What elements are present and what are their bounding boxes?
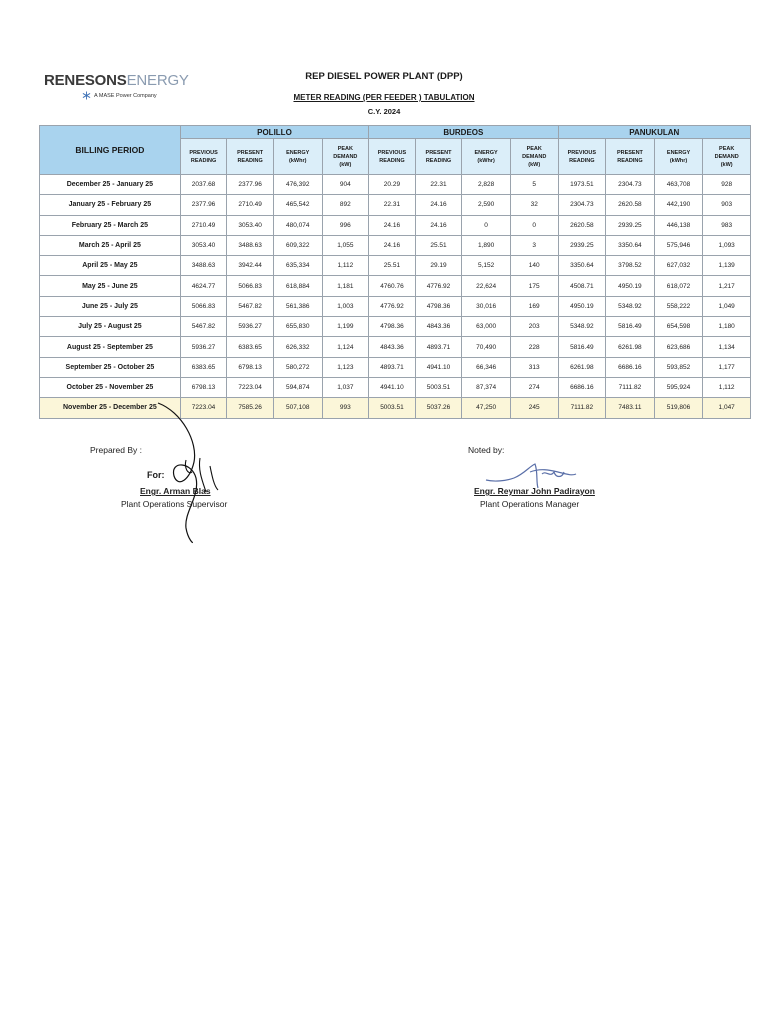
value-cell-polillo-energy: 609,322 xyxy=(273,235,322,255)
value-cell-burdeos-energy: 22,624 xyxy=(462,276,511,296)
value-cell-polillo-peak-demand: 993 xyxy=(322,398,369,418)
col-header-line: READING xyxy=(569,157,595,164)
value-cell-panukulan-present-reading: 2620.58 xyxy=(606,195,655,215)
col-header-panukulan-peak-demand xyxy=(703,139,751,175)
value-cell-burdeos-present-reading: 29.19 xyxy=(415,256,462,276)
col-header-line: (kWhr) xyxy=(669,157,688,164)
col-header-line: PRESENT xyxy=(237,149,264,156)
table-row xyxy=(40,296,751,316)
col-header-line: (kW) xyxy=(528,161,541,168)
value-cell-panukulan-previous-reading: 2939.25 xyxy=(558,235,606,255)
billing-period-cell: September 25 - October 25 xyxy=(40,357,181,377)
value-cell-panukulan-peak-demand: 1,134 xyxy=(703,337,751,357)
value-cell-polillo-present-reading: 5467.82 xyxy=(227,296,274,316)
value-cell-polillo-peak-demand: 996 xyxy=(322,215,369,235)
value-cell-panukulan-peak-demand: 1,112 xyxy=(703,377,751,397)
value-cell-burdeos-previous-reading: 4776.92 xyxy=(369,296,416,316)
value-cell-polillo-present-reading: 7223.04 xyxy=(227,377,274,397)
col-header-line: (kWhr) xyxy=(477,157,495,164)
table-row xyxy=(40,377,751,397)
value-cell-panukulan-previous-reading: 3350.64 xyxy=(558,256,606,276)
value-cell-burdeos-present-reading: 24.16 xyxy=(415,215,462,235)
billing-period-header: BILLING PERIOD xyxy=(40,126,181,175)
value-cell-panukulan-energy: 623,686 xyxy=(654,337,703,357)
signature-noted xyxy=(480,458,590,490)
col-header-line: (kWhr) xyxy=(289,157,307,164)
value-cell-polillo-present-reading: 3488.63 xyxy=(227,235,274,255)
value-cell-burdeos-previous-reading: 20.29 xyxy=(369,175,416,195)
prepared-by-label: Prepared By : xyxy=(90,445,142,455)
value-cell-burdeos-present-reading: 5037.26 xyxy=(415,398,462,418)
value-cell-burdeos-previous-reading: 22.31 xyxy=(369,195,416,215)
table-row xyxy=(40,256,751,276)
prepared-by-name: Engr. Arman Blas xyxy=(140,486,211,496)
value-cell-burdeos-peak-demand: 32 xyxy=(510,195,558,215)
value-cell-panukulan-peak-demand: 1,047 xyxy=(703,398,751,418)
value-cell-polillo-present-reading: 5066.83 xyxy=(227,276,274,296)
value-cell-polillo-energy: 594,874 xyxy=(273,377,322,397)
table-row xyxy=(40,317,751,337)
col-header-line: ENERGY xyxy=(474,149,498,156)
value-cell-polillo-peak-demand: 1,181 xyxy=(322,276,369,296)
value-cell-polillo-previous-reading: 2377.96 xyxy=(180,195,227,215)
value-cell-burdeos-previous-reading: 4893.71 xyxy=(369,357,416,377)
billing-period-cell: January 25 - February 25 xyxy=(40,195,181,215)
value-cell-panukulan-present-reading: 7111.82 xyxy=(606,377,655,397)
for-annotation: For: xyxy=(147,470,165,480)
col-header-burdeos-previous-reading xyxy=(369,139,416,175)
value-cell-polillo-present-reading: 3942.44 xyxy=(227,256,274,276)
value-cell-panukulan-peak-demand: 983 xyxy=(703,215,751,235)
value-cell-burdeos-energy: 63,000 xyxy=(462,317,511,337)
value-cell-burdeos-present-reading: 4776.92 xyxy=(415,276,462,296)
value-cell-panukulan-peak-demand: 1,180 xyxy=(703,317,751,337)
value-cell-burdeos-energy: 87,374 xyxy=(462,377,511,397)
value-cell-burdeos-previous-reading: 4798.36 xyxy=(369,317,416,337)
col-header-line: PRESENT xyxy=(616,149,643,156)
billing-period-cell: May 25 - June 25 xyxy=(40,276,181,296)
value-cell-panukulan-peak-demand: 1,049 xyxy=(703,296,751,316)
value-cell-burdeos-peak-demand: 203 xyxy=(510,317,558,337)
meter-reading-table xyxy=(39,125,751,419)
value-cell-burdeos-energy: 70,490 xyxy=(462,337,511,357)
value-cell-polillo-peak-demand: 1,112 xyxy=(322,256,369,276)
document-title: REP DIESEL POWER PLANT (DPP) xyxy=(305,71,463,82)
col-header-line: READING xyxy=(617,157,643,164)
value-cell-polillo-present-reading: 5936.27 xyxy=(227,317,274,337)
value-cell-burdeos-peak-demand: 228 xyxy=(510,337,558,357)
value-cell-panukulan-energy: 558,222 xyxy=(654,296,703,316)
value-cell-burdeos-energy: 47,250 xyxy=(462,398,511,418)
value-cell-burdeos-previous-reading: 24.16 xyxy=(369,215,416,235)
value-cell-polillo-energy: 561,386 xyxy=(273,296,322,316)
value-cell-polillo-energy: 476,392 xyxy=(273,175,322,195)
feeder-header-panukulan: PANUKULAN xyxy=(558,126,750,139)
value-cell-panukulan-present-reading: 6261.98 xyxy=(606,337,655,357)
value-cell-polillo-peak-demand: 892 xyxy=(322,195,369,215)
value-cell-burdeos-peak-demand: 5 xyxy=(510,175,558,195)
value-cell-polillo-previous-reading: 5936.27 xyxy=(180,337,227,357)
value-cell-panukulan-present-reading: 3350.64 xyxy=(606,235,655,255)
value-cell-polillo-energy: 465,542 xyxy=(273,195,322,215)
value-cell-panukulan-previous-reading: 7111.82 xyxy=(558,398,606,418)
feeder-header-polillo: POLILLO xyxy=(180,126,368,139)
value-cell-panukulan-present-reading: 4950.19 xyxy=(606,276,655,296)
value-cell-polillo-present-reading: 6383.65 xyxy=(227,337,274,357)
value-cell-panukulan-energy: 627,032 xyxy=(654,256,703,276)
value-cell-polillo-energy: 580,272 xyxy=(273,357,322,377)
value-cell-polillo-previous-reading: 3488.63 xyxy=(180,256,227,276)
col-header-burdeos-peak-demand xyxy=(510,139,558,175)
table-body xyxy=(40,175,751,419)
feeder-header-row xyxy=(40,126,751,139)
value-cell-polillo-previous-reading: 6383.65 xyxy=(180,357,227,377)
value-cell-burdeos-present-reading: 4893.71 xyxy=(415,337,462,357)
value-cell-panukulan-energy: 442,190 xyxy=(654,195,703,215)
value-cell-panukulan-previous-reading: 4508.71 xyxy=(558,276,606,296)
logo-tagline: A MASE Power Company xyxy=(44,91,184,100)
value-cell-burdeos-peak-demand: 140 xyxy=(510,256,558,276)
value-cell-burdeos-energy: 66,346 xyxy=(462,357,511,377)
value-cell-panukulan-energy: 519,806 xyxy=(654,398,703,418)
value-cell-panukulan-peak-demand: 903 xyxy=(703,195,751,215)
value-cell-polillo-previous-reading: 5467.82 xyxy=(180,317,227,337)
value-cell-panukulan-energy: 463,708 xyxy=(654,175,703,195)
value-cell-panukulan-energy: 595,924 xyxy=(654,377,703,397)
feeder-header-burdeos: BURDEOS xyxy=(369,126,558,139)
value-cell-polillo-present-reading: 2710.49 xyxy=(227,195,274,215)
table-row xyxy=(40,276,751,296)
billing-period-cell: March 25 - April 25 xyxy=(40,235,181,255)
col-header-line: PEAK xyxy=(526,145,542,152)
value-cell-burdeos-present-reading: 24.16 xyxy=(415,195,462,215)
col-header-burdeos-energy xyxy=(462,139,511,175)
billing-period-cell: December 25 - January 25 xyxy=(40,175,181,195)
value-cell-polillo-energy: 626,332 xyxy=(273,337,322,357)
col-header-line: ENERGY xyxy=(286,149,310,156)
value-cell-panukulan-present-reading: 2939.25 xyxy=(606,215,655,235)
noted-by-label: Noted by: xyxy=(468,445,505,455)
value-cell-polillo-previous-reading: 4624.77 xyxy=(180,276,227,296)
value-cell-panukulan-previous-reading: 2620.58 xyxy=(558,215,606,235)
value-cell-burdeos-peak-demand: 3 xyxy=(510,235,558,255)
col-header-burdeos-present-reading xyxy=(415,139,462,175)
value-cell-burdeos-energy: 0 xyxy=(462,215,511,235)
table-row xyxy=(40,175,751,195)
document-subtitle: METER READING (PER FEEDER ) TABULATION xyxy=(293,93,475,102)
billing-period-cell: August 25 - September 25 xyxy=(40,337,181,357)
value-cell-burdeos-peak-demand: 169 xyxy=(510,296,558,316)
value-cell-burdeos-present-reading: 4941.10 xyxy=(415,357,462,377)
value-cell-burdeos-previous-reading: 5003.51 xyxy=(369,398,416,418)
value-cell-panukulan-previous-reading: 6686.16 xyxy=(558,377,606,397)
noted-by-title: Plant Operations Manager xyxy=(480,499,580,509)
value-cell-panukulan-present-reading: 3798.52 xyxy=(606,256,655,276)
value-cell-panukulan-energy: 654,598 xyxy=(654,317,703,337)
col-header-line: DEMAND xyxy=(333,153,358,160)
signature-prepared xyxy=(140,400,240,545)
value-cell-polillo-energy: 635,334 xyxy=(273,256,322,276)
value-cell-burdeos-peak-demand: 274 xyxy=(510,377,558,397)
value-cell-polillo-energy: 618,884 xyxy=(273,276,322,296)
value-cell-polillo-peak-demand: 1,037 xyxy=(322,377,369,397)
value-cell-polillo-energy: 655,830 xyxy=(273,317,322,337)
col-header-line: PREVIOUS xyxy=(567,149,597,156)
billing-period-cell: November 25 - December 25 xyxy=(40,398,181,418)
col-header-panukulan-previous-reading xyxy=(558,139,606,175)
value-cell-polillo-peak-demand: 904 xyxy=(322,175,369,195)
value-cell-polillo-energy: 507,108 xyxy=(273,398,322,418)
value-cell-panukulan-energy: 593,852 xyxy=(654,357,703,377)
prepared-by-title: Plant Operations Supervisor xyxy=(121,499,228,509)
value-cell-panukulan-present-reading: 5348.92 xyxy=(606,296,655,316)
value-cell-panukulan-previous-reading: 6261.98 xyxy=(558,357,606,377)
col-header-polillo-previous-reading xyxy=(180,139,227,175)
value-cell-polillo-peak-demand: 1,199 xyxy=(322,317,369,337)
col-header-line: PREVIOUS xyxy=(189,149,218,156)
col-header-polillo-peak-demand xyxy=(322,139,369,175)
value-cell-polillo-peak-demand: 1,124 xyxy=(322,337,369,357)
value-cell-panukulan-peak-demand: 1,139 xyxy=(703,256,751,276)
value-cell-panukulan-previous-reading: 5816.49 xyxy=(558,337,606,357)
value-cell-polillo-previous-reading: 3053.40 xyxy=(180,235,227,255)
value-cell-polillo-peak-demand: 1,055 xyxy=(322,235,369,255)
value-cell-panukulan-previous-reading: 1973.51 xyxy=(558,175,606,195)
value-cell-panukulan-peak-demand: 928 xyxy=(703,175,751,195)
billing-period-cell: April 25 - May 25 xyxy=(40,256,181,276)
value-cell-panukulan-energy: 575,946 xyxy=(654,235,703,255)
value-cell-burdeos-previous-reading: 25.51 xyxy=(369,256,416,276)
value-cell-burdeos-energy: 30,016 xyxy=(462,296,511,316)
col-header-line: ENERGY xyxy=(666,149,691,156)
value-cell-burdeos-previous-reading: 24.16 xyxy=(369,235,416,255)
value-cell-burdeos-previous-reading: 4760.76 xyxy=(369,276,416,296)
value-cell-burdeos-present-reading: 4843.36 xyxy=(415,317,462,337)
value-cell-burdeos-previous-reading: 4843.36 xyxy=(369,337,416,357)
value-cell-burdeos-energy: 2,828 xyxy=(462,175,511,195)
col-header-line: PEAK xyxy=(337,145,353,152)
value-cell-burdeos-peak-demand: 245 xyxy=(510,398,558,418)
value-cell-panukulan-previous-reading: 4950.19 xyxy=(558,296,606,316)
col-header-line: READING xyxy=(379,157,405,164)
value-cell-polillo-previous-reading: 6798.13 xyxy=(180,377,227,397)
billing-period-cell: October 25 - November 25 xyxy=(40,377,181,397)
value-cell-polillo-present-reading: 2377.96 xyxy=(227,175,274,195)
value-cell-polillo-previous-reading: 7223.04 xyxy=(180,398,227,418)
col-header-line: (kW) xyxy=(339,161,352,168)
value-cell-polillo-peak-demand: 1,123 xyxy=(322,357,369,377)
col-header-polillo-present-reading xyxy=(227,139,274,175)
value-cell-panukulan-peak-demand: 1,177 xyxy=(703,357,751,377)
value-cell-panukulan-peak-demand: 1,217 xyxy=(703,276,751,296)
value-cell-panukulan-energy: 618,072 xyxy=(654,276,703,296)
value-cell-panukulan-previous-reading: 5348.92 xyxy=(558,317,606,337)
col-header-line: PREVIOUS xyxy=(377,149,407,156)
value-cell-polillo-peak-demand: 1,003 xyxy=(322,296,369,316)
value-cell-burdeos-present-reading: 22.31 xyxy=(415,175,462,195)
table-row xyxy=(40,337,751,357)
billing-period-cell: July 25 - August 25 xyxy=(40,317,181,337)
col-header-polillo-energy xyxy=(273,139,322,175)
col-header-line: PRESENT xyxy=(425,149,452,156)
value-cell-burdeos-present-reading: 25.51 xyxy=(415,235,462,255)
col-header-panukulan-energy xyxy=(654,139,703,175)
value-cell-burdeos-energy: 1,890 xyxy=(462,235,511,255)
value-cell-burdeos-present-reading: 4798.36 xyxy=(415,296,462,316)
col-header-line: READING xyxy=(425,157,452,164)
col-header-line: DEMAND xyxy=(714,153,739,160)
value-cell-panukulan-energy: 446,138 xyxy=(654,215,703,235)
value-cell-burdeos-present-reading: 5003.51 xyxy=(415,377,462,397)
value-cell-panukulan-present-reading: 2304.73 xyxy=(606,175,655,195)
col-header-line: READING xyxy=(190,157,217,164)
value-cell-polillo-present-reading: 6798.13 xyxy=(227,357,274,377)
col-header-line: READING xyxy=(237,157,263,164)
value-cell-panukulan-present-reading: 7483.11 xyxy=(606,398,655,418)
col-header-line: PEAK xyxy=(719,145,735,152)
value-cell-burdeos-peak-demand: 175 xyxy=(510,276,558,296)
value-cell-polillo-present-reading: 3053.40 xyxy=(227,215,274,235)
table-row xyxy=(40,235,751,255)
table-row xyxy=(40,357,751,377)
value-cell-polillo-energy: 480,074 xyxy=(273,215,322,235)
value-cell-polillo-present-reading: 7585.26 xyxy=(227,398,274,418)
table-row xyxy=(40,215,751,235)
logo-wordmark: RENESONSENERGY xyxy=(44,72,189,89)
value-cell-panukulan-previous-reading: 2304.73 xyxy=(558,195,606,215)
billing-period-cell: February 25 - March 25 xyxy=(40,215,181,235)
noted-by-name: Engr. Reymar John Padirayon xyxy=(474,486,595,496)
value-cell-burdeos-peak-demand: 313 xyxy=(510,357,558,377)
value-cell-polillo-previous-reading: 5066.83 xyxy=(180,296,227,316)
table-row xyxy=(40,195,751,215)
value-cell-polillo-previous-reading: 2037.68 xyxy=(180,175,227,195)
value-cell-burdeos-energy: 2,590 xyxy=(462,195,511,215)
value-cell-panukulan-peak-demand: 1,093 xyxy=(703,235,751,255)
value-cell-panukulan-present-reading: 6686.16 xyxy=(606,357,655,377)
col-header-line: DEMAND xyxy=(522,153,547,160)
value-cell-polillo-previous-reading: 2710.49 xyxy=(180,215,227,235)
billing-period-cell: June 25 - July 25 xyxy=(40,296,181,316)
value-cell-burdeos-energy: 5,152 xyxy=(462,256,511,276)
col-header-line: (kW) xyxy=(720,161,733,168)
value-cell-panukulan-present-reading: 5816.49 xyxy=(606,317,655,337)
col-header-panukulan-present-reading xyxy=(606,139,655,175)
value-cell-burdeos-previous-reading: 4941.10 xyxy=(369,377,416,397)
value-cell-burdeos-peak-demand: 0 xyxy=(510,215,558,235)
calendar-year: C.Y. 2024 xyxy=(367,107,401,116)
